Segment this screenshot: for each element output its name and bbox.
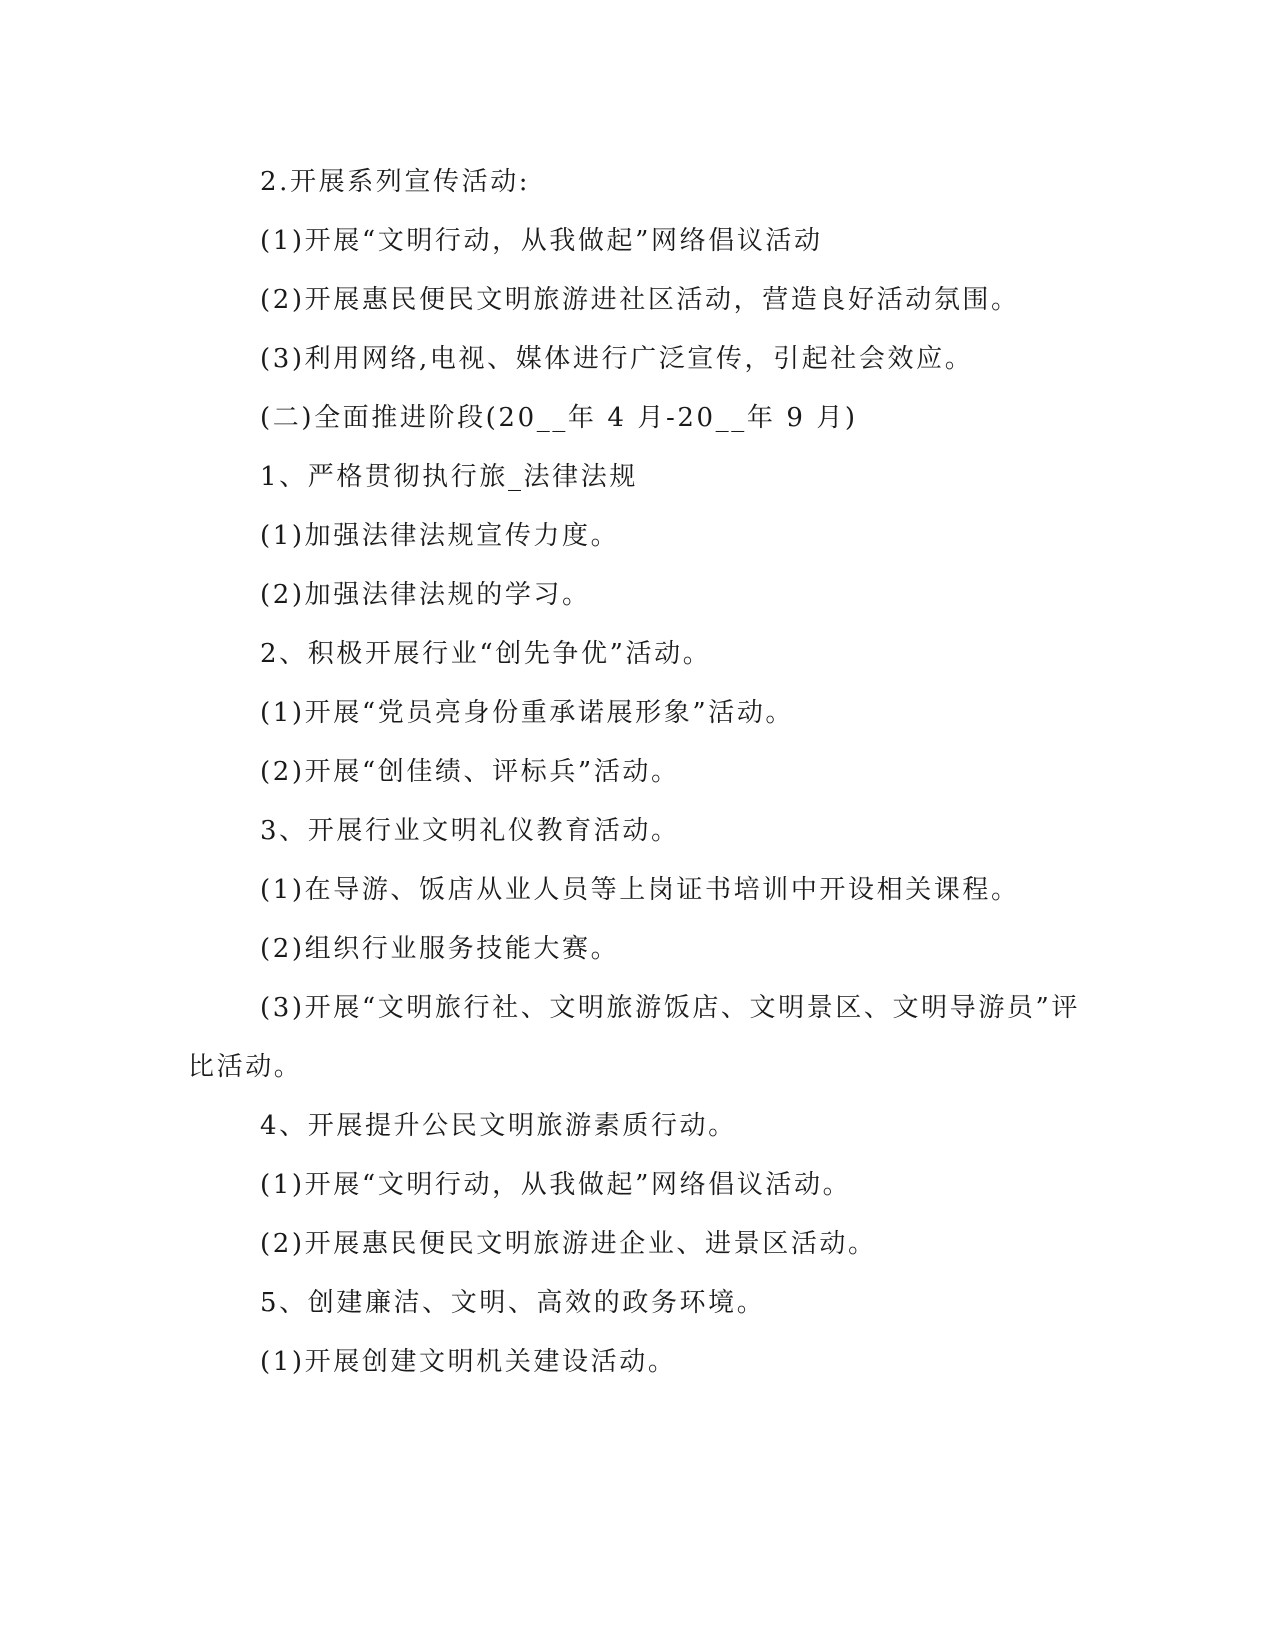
list-item: (2)加强法律法规的学习。 xyxy=(260,580,591,610)
list-item-continuation: 比活动。 xyxy=(188,1052,303,1082)
list-item: (1)开展“党员亮身份重承诺展形象”活动。 xyxy=(260,698,795,728)
list-item: (1)在导游、饭店从业人员等上岗证书培训中开设相关课程。 xyxy=(260,875,1020,905)
stage-heading: (二)全面推进阶段(20__年 4 月-20__年 9 月) xyxy=(260,403,858,433)
list-item: (2)开展惠民便民文明旅游进社区活动，营造良好活动氛围。 xyxy=(260,285,1020,315)
list-item: (1)开展“文明行动，从我做起”网络倡议活动。 xyxy=(260,1170,852,1200)
section-heading: 4、开展提升公民文明旅游素质行动。 xyxy=(260,1111,737,1141)
list-item: (1)加强法律法规宣传力度。 xyxy=(260,521,620,551)
list-item: (1)开展创建文明机关建设活动。 xyxy=(260,1347,677,1377)
list-item: (2)开展“创佳绩、评标兵”活动。 xyxy=(260,757,680,787)
list-item: (1)开展“文明行动，从我做起”网络倡议活动 xyxy=(260,226,823,256)
list-item: (3)开展“文明旅行社、文明旅游饭店、文明景区、文明导游员”评 xyxy=(260,993,1081,1023)
section-heading: 3、开展行业文明礼仪教育活动。 xyxy=(260,816,680,846)
list-item: (2)组织行业服务技能大赛。 xyxy=(260,934,620,964)
list-item: (2)开展惠民便民文明旅游进企业、进景区活动。 xyxy=(260,1229,877,1259)
section-heading: 1、严格贯彻执行旅_法律法规 xyxy=(260,462,638,492)
section-heading: 5、创建廉洁、文明、高效的政务环境。 xyxy=(260,1288,766,1318)
section-heading: 2、积极开展行业“创先争优”活动。 xyxy=(260,639,712,669)
section-heading-publicity: 2.开展系列宣传活动: xyxy=(260,167,531,197)
list-item: (3)利用网络,电视、媒体进行广泛宣传，引起社会效应。 xyxy=(260,344,974,374)
